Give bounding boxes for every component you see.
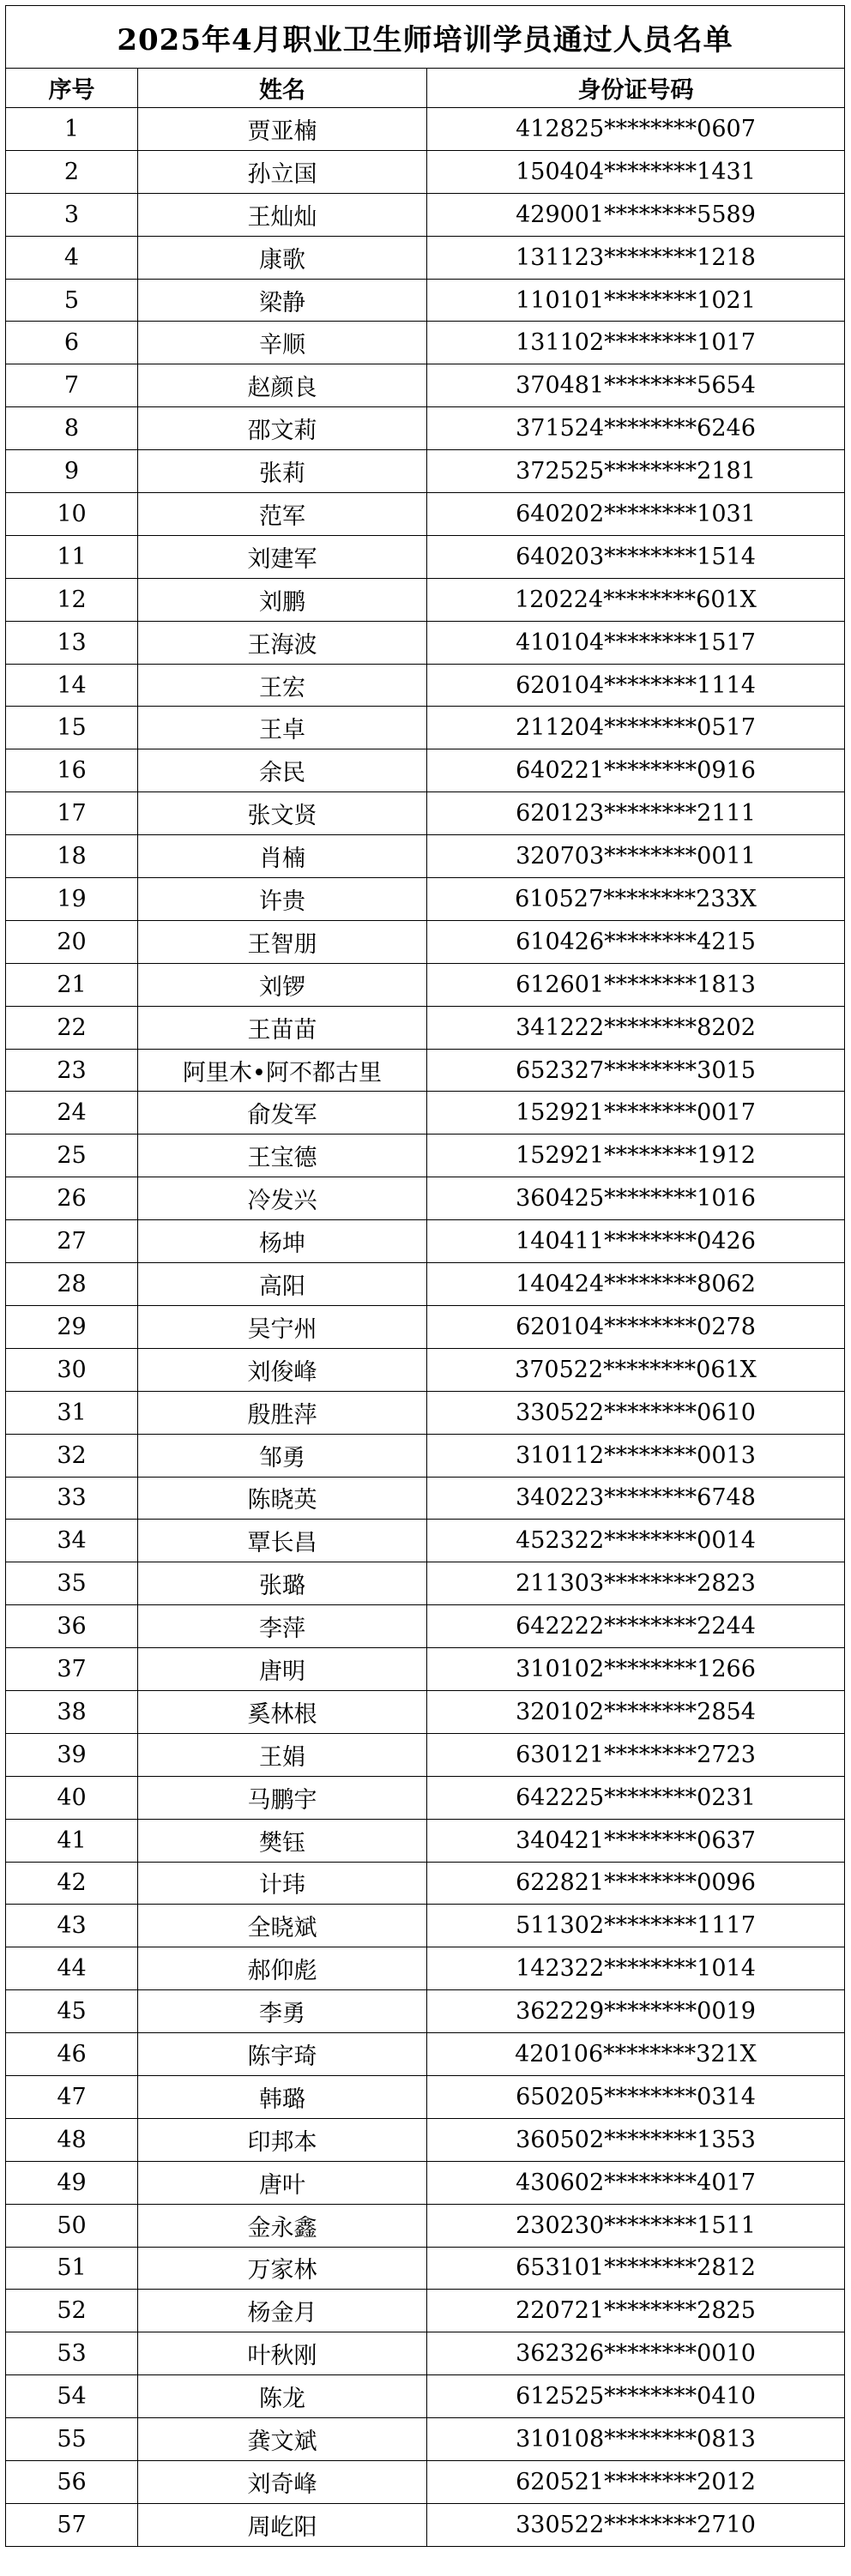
table-row [6,1220,845,1263]
table-row [6,2418,845,2461]
cell-id: 131123********1218 [427,236,845,279]
cell-id: 320703********0011 [427,835,845,878]
table-row [6,1947,845,1990]
cell-name: 计玮 [138,1862,427,1905]
cell-name: 王智朋 [138,920,427,963]
cell-seq: 38 [6,1690,138,1733]
cell-id: 211303********2823 [427,1562,845,1605]
cell-seq: 11 [6,535,138,578]
table-row [6,707,845,749]
cell-seq: 20 [6,920,138,963]
cell-name: 张文贤 [138,792,427,835]
cell-id: 642222********2244 [427,1605,845,1648]
table-row [6,1648,845,1691]
table-row [6,920,845,963]
header-seq: 序号 [6,69,138,108]
cell-name: 高阳 [138,1263,427,1306]
table-row [6,1006,845,1049]
table-row [6,2503,845,2546]
table-row [6,963,845,1006]
cell-seq: 16 [6,749,138,792]
table-row [6,664,845,707]
cell-name: 印邦本 [138,2118,427,2161]
cell-seq: 40 [6,1776,138,1819]
cell-id: 430602********4017 [427,2161,845,2204]
cell-name: 郝仰彪 [138,1947,427,1990]
cell-name: 陈晓英 [138,1477,427,1520]
cell-name: 叶秋刚 [138,2332,427,2375]
cell-seq: 17 [6,792,138,835]
cell-name: 邵文莉 [138,407,427,450]
cell-seq: 3 [6,193,138,236]
cell-id: 110101********1021 [427,279,845,322]
cell-seq: 8 [6,407,138,450]
table-row [6,1562,845,1605]
cell-seq: 57 [6,2503,138,2546]
table-row [6,1434,845,1477]
cell-name: 王苗苗 [138,1006,427,1049]
cell-seq: 31 [6,1391,138,1434]
cell-name: 冷发兴 [138,1177,427,1220]
cell-name: 王海波 [138,621,427,664]
cell-name: 奚林根 [138,1690,427,1733]
cell-seq: 56 [6,2460,138,2503]
table-row [6,2118,845,2161]
cell-seq: 46 [6,2033,138,2076]
cell-id: 650205********0314 [427,2075,845,2118]
cell-id: 152921********1912 [427,1135,845,1177]
cell-name: 邹勇 [138,1434,427,1477]
cell-id: 310102********1266 [427,1648,845,1691]
cell-seq: 42 [6,1862,138,1905]
cell-seq: 45 [6,1990,138,2033]
cell-id: 620104********0278 [427,1305,845,1348]
cell-id: 652327********3015 [427,1049,845,1092]
cell-name: 陈宇琦 [138,2033,427,2076]
cell-id: 340421********0637 [427,1819,845,1862]
cell-seq: 34 [6,1520,138,1562]
cell-name: 孙立国 [138,150,427,193]
cell-seq: 32 [6,1434,138,1477]
cell-id: 612525********0410 [427,2375,845,2418]
cell-id: 230230********1511 [427,2204,845,2247]
cell-id: 140424********8062 [427,1263,845,1306]
cell-name: 许贵 [138,878,427,921]
cell-name: 陈龙 [138,2375,427,2418]
table-row [6,1049,845,1092]
cell-id: 452322********0014 [427,1520,845,1562]
cell-seq: 28 [6,1263,138,1306]
cell-id: 310112********0013 [427,1434,845,1477]
cell-seq: 39 [6,1733,138,1776]
cell-seq: 14 [6,664,138,707]
table-row [6,535,845,578]
cell-id: 612601********1813 [427,963,845,1006]
table-row [6,578,845,621]
cell-id: 372525********2181 [427,450,845,493]
page-title: 2025年4月职业卫生师培训学员通过人员名单 [6,6,845,69]
cell-id: 640221********0916 [427,749,845,792]
cell-seq: 26 [6,1177,138,1220]
roster-table [5,5,845,2547]
table-row [6,749,845,792]
table-row [6,2460,845,2503]
cell-seq: 43 [6,1905,138,1947]
table-row [6,1605,845,1648]
table-row [6,108,845,151]
cell-name: 王宏 [138,664,427,707]
cell-seq: 7 [6,364,138,407]
cell-id: 429001********5589 [427,193,845,236]
cell-name: 覃长昌 [138,1520,427,1562]
cell-seq: 55 [6,2418,138,2461]
cell-name: 刘锣 [138,963,427,1006]
cell-name: 唐明 [138,1648,427,1691]
table-row [6,1177,845,1220]
cell-id: 642225********0231 [427,1776,845,1819]
cell-seq: 53 [6,2332,138,2375]
cell-seq: 1 [6,108,138,151]
table-row [6,1092,845,1135]
cell-id: 511302********1117 [427,1905,845,1947]
table-row [6,1520,845,1562]
cell-id: 362326********0010 [427,2332,845,2375]
cell-name: 刘鹏 [138,578,427,621]
cell-name: 杨金月 [138,2290,427,2332]
cell-seq: 4 [6,236,138,279]
table-row [6,1862,845,1905]
title-row [6,6,845,69]
cell-seq: 49 [6,2161,138,2204]
cell-id: 330522********0610 [427,1391,845,1434]
cell-seq: 24 [6,1092,138,1135]
cell-seq: 37 [6,1648,138,1691]
cell-name: 周屹阳 [138,2503,427,2546]
cell-id: 142322********1014 [427,1947,845,1990]
cell-seq: 54 [6,2375,138,2418]
cell-seq: 41 [6,1819,138,1862]
cell-id: 320102********2854 [427,1690,845,1733]
cell-name: 刘奇峰 [138,2460,427,2503]
table-row [6,150,845,193]
table-row [6,1391,845,1434]
cell-name: 吴宁州 [138,1305,427,1348]
cell-seq: 15 [6,707,138,749]
header-id: 身份证号码 [427,69,845,108]
cell-seq: 33 [6,1477,138,1520]
table-row [6,792,845,835]
cell-id: 330522********2710 [427,2503,845,2546]
cell-id: 420106********321X [427,2033,845,2076]
cell-seq: 48 [6,2118,138,2161]
cell-seq: 30 [6,1348,138,1391]
table-row [6,878,845,921]
table-row [6,2204,845,2247]
cell-name: 俞发军 [138,1092,427,1135]
cell-name: 王卓 [138,707,427,749]
cell-seq: 23 [6,1049,138,1092]
table-row [6,835,845,878]
table-row [6,2332,845,2375]
cell-seq: 35 [6,1562,138,1605]
cell-id: 150404********1431 [427,150,845,193]
cell-name: 范军 [138,493,427,536]
cell-seq: 2 [6,150,138,193]
cell-id: 620123********2111 [427,792,845,835]
cell-id: 653101********2812 [427,2247,845,2290]
cell-seq: 22 [6,1006,138,1049]
table-row [6,2375,845,2418]
cell-id: 211204********0517 [427,707,845,749]
cell-seq: 36 [6,1605,138,1648]
table-row [6,322,845,364]
cell-id: 360425********1016 [427,1177,845,1220]
cell-id: 131102********1017 [427,322,845,364]
header-row [6,69,845,108]
cell-seq: 13 [6,621,138,664]
table-row [6,2033,845,2076]
cell-name: 赵颜良 [138,364,427,407]
cell-id: 610527********233X [427,878,845,921]
cell-id: 410104********1517 [427,621,845,664]
cell-id: 370522********061X [427,1348,845,1391]
table-row [6,1477,845,1520]
cell-seq: 50 [6,2204,138,2247]
table-row [6,279,845,322]
table-row [6,1305,845,1348]
cell-name: 李勇 [138,1990,427,2033]
cell-name: 张璐 [138,1562,427,1605]
cell-name: 唐叶 [138,2161,427,2204]
document-page [5,5,844,2547]
cell-name: 万家林 [138,2247,427,2290]
table-row [6,1776,845,1819]
cell-id: 371524********6246 [427,407,845,450]
table-row [6,493,845,536]
cell-id: 370481********5654 [427,364,845,407]
cell-id: 630121********2723 [427,1733,845,1776]
table-row [6,1348,845,1391]
cell-id: 610426********4215 [427,920,845,963]
cell-seq: 21 [6,963,138,1006]
cell-id: 120224********601X [427,578,845,621]
cell-id: 620521********2012 [427,2460,845,2503]
table-row [6,2290,845,2332]
table-row [6,1905,845,1947]
table-row [6,2247,845,2290]
cell-id: 140411********0426 [427,1220,845,1263]
cell-seq: 10 [6,493,138,536]
table-row [6,1263,845,1306]
cell-name: 金永鑫 [138,2204,427,2247]
table-row [6,193,845,236]
cell-name: 全晓斌 [138,1905,427,1947]
table-row [6,450,845,493]
cell-id: 620104********1114 [427,664,845,707]
table-row [6,236,845,279]
cell-name: 殷胜萍 [138,1391,427,1434]
cell-name: 李萍 [138,1605,427,1648]
table-row [6,1990,845,2033]
cell-id: 362229********0019 [427,1990,845,2033]
table-row [6,2161,845,2204]
header-name: 姓名 [138,69,427,108]
table-row [6,1690,845,1733]
cell-seq: 9 [6,450,138,493]
cell-name: 王娟 [138,1733,427,1776]
cell-seq: 6 [6,322,138,364]
table-row [6,407,845,450]
cell-name: 马鹏宇 [138,1776,427,1819]
cell-seq: 52 [6,2290,138,2332]
cell-name: 张莉 [138,450,427,493]
cell-seq: 27 [6,1220,138,1263]
table-row [6,1733,845,1776]
cell-seq: 44 [6,1947,138,1990]
cell-id: 640202********1031 [427,493,845,536]
cell-seq: 25 [6,1135,138,1177]
table-row [6,364,845,407]
cell-name: 刘建军 [138,535,427,578]
table-row [6,1135,845,1177]
cell-name: 韩璐 [138,2075,427,2118]
cell-name: 王灿灿 [138,193,427,236]
cell-name: 余民 [138,749,427,792]
cell-name: 龚文斌 [138,2418,427,2461]
cell-seq: 47 [6,2075,138,2118]
cell-id: 412825********0607 [427,108,845,151]
cell-name: 康歌 [138,236,427,279]
table-row [6,1819,845,1862]
cell-name: 肖楠 [138,835,427,878]
cell-name: 王宝德 [138,1135,427,1177]
cell-seq: 5 [6,279,138,322]
cell-name: 杨坤 [138,1220,427,1263]
cell-seq: 12 [6,578,138,621]
table-row [6,2075,845,2118]
cell-name: 贾亚楠 [138,108,427,151]
cell-name: 樊钰 [138,1819,427,1862]
cell-id: 341222********8202 [427,1006,845,1049]
cell-id: 340223********6748 [427,1477,845,1520]
cell-seq: 29 [6,1305,138,1348]
cell-seq: 18 [6,835,138,878]
table-row [6,621,845,664]
cell-id: 152921********0017 [427,1092,845,1135]
cell-seq: 51 [6,2247,138,2290]
cell-id: 220721********2825 [427,2290,845,2332]
cell-id: 360502********1353 [427,2118,845,2161]
cell-id: 640203********1514 [427,535,845,578]
cell-id: 622821********0096 [427,1862,845,1905]
cell-seq: 19 [6,878,138,921]
cell-name: 刘俊峰 [138,1348,427,1391]
cell-name: 辛顺 [138,322,427,364]
cell-name: 梁静 [138,279,427,322]
cell-name: 阿里木•阿不都古里 [138,1049,427,1092]
cell-id: 310108********0813 [427,2418,845,2461]
